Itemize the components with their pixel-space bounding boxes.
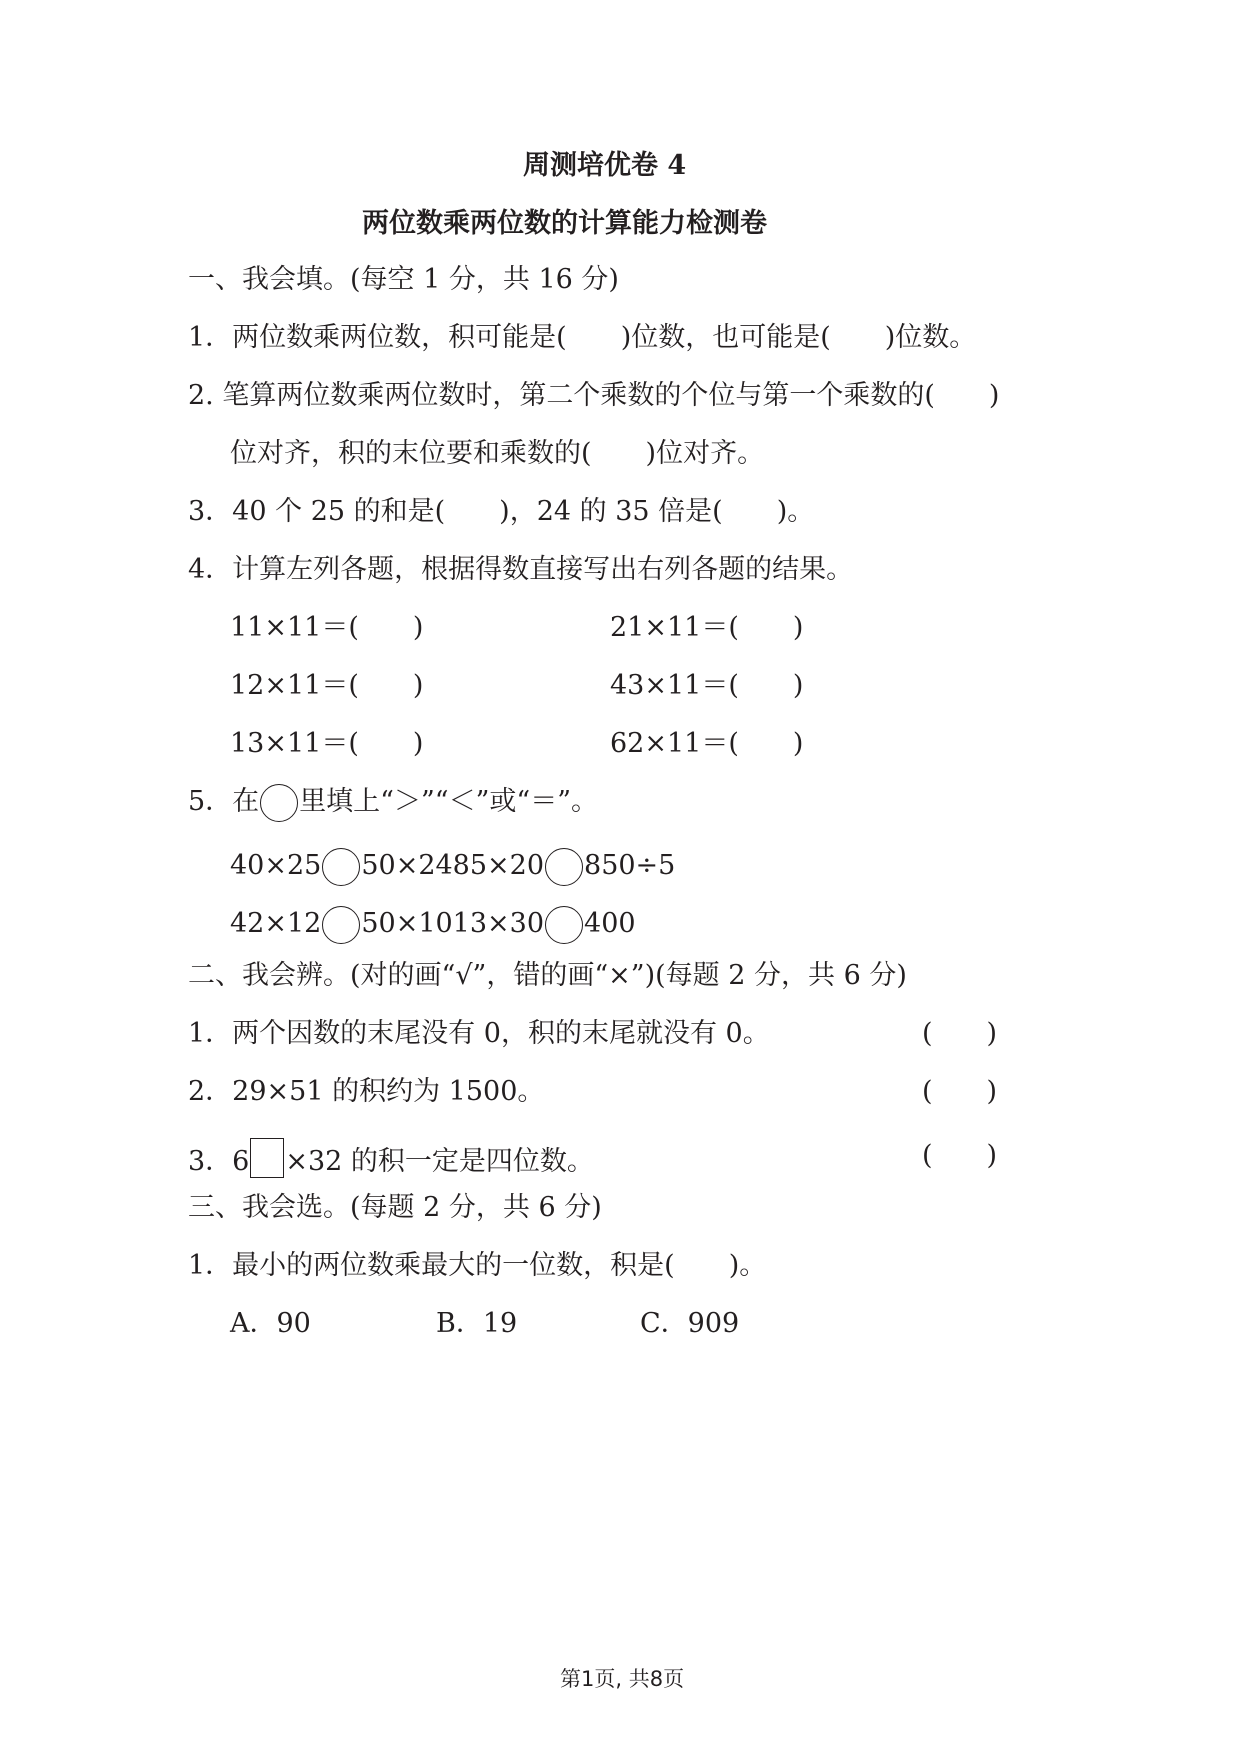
page-footer: 第1页, 共8页 xyxy=(560,1667,685,1691)
digit-box-icon[interactable] xyxy=(250,1138,284,1178)
s3-option-c[interactable]: C．909 xyxy=(640,1308,740,1339)
q4-item-left-1: 11×11＝( ) xyxy=(230,612,424,643)
q5-row1-a: 40×25 xyxy=(230,850,322,881)
page-title: 周测培优卷 4 xyxy=(523,150,687,181)
s3-option-b[interactable]: B．19 xyxy=(436,1308,518,1339)
s3-option-a[interactable]: A．90 xyxy=(230,1308,311,1339)
s1-question-4: 4．计算左列各题，根据得数直接写出右列各题的结果。 xyxy=(188,554,854,585)
q5-suffix: 里填上“＞”“＜”或“＝”。 xyxy=(299,786,599,817)
s2-question-1: 1．两个因数的末尾没有 0，积的末尾就没有 0。 xyxy=(188,1018,770,1049)
s2-answer-blank-3[interactable]: ( ) xyxy=(922,1140,998,1171)
answer-circle-icon[interactable] xyxy=(545,906,583,944)
section2-heading: 二、我会辨。(对的画“√”，错的画“×”)(每题 2 分，共 6 分) xyxy=(188,960,907,991)
q5-row-1 xyxy=(230,848,675,886)
page-subtitle: 两位数乘两位数的计算能力检测卷 xyxy=(362,208,767,239)
q4-item-left-2: 12×11＝( ) xyxy=(230,670,424,701)
s2-answer-blank-1[interactable]: ( ) xyxy=(922,1018,998,1049)
q4-item-right-2: 43×11＝( ) xyxy=(610,670,804,701)
s3-question-1: 1．最小的两位数乘最大的一位数，积是( )。 xyxy=(188,1250,767,1281)
s1-question-2-line2: 位对齐，积的末位要和乘数的( )位对齐。 xyxy=(230,438,765,469)
s1-question-3: 3．40 个 25 的和是( )，24 的 35 倍是( )。 xyxy=(188,496,815,527)
q5-row-2 xyxy=(230,906,636,944)
s2-q3-suffix: ×32 的积一定是四位数。 xyxy=(285,1146,594,1177)
compare-circle-icon xyxy=(260,784,298,822)
q5-row1-b: 50×2485×20 xyxy=(361,850,545,881)
s1-question-2-line1: 2. 笔算两位数乘两位数时，第二个乘数的个位与第一个乘数的( ) xyxy=(188,380,1000,411)
q5-row2-c: 400 xyxy=(584,908,636,939)
q4-item-left-3: 13×11＝( ) xyxy=(230,728,424,759)
s2-question-3 xyxy=(188,1138,594,1180)
q5-row2-b: 50×1013×30 xyxy=(361,908,545,939)
answer-circle-icon[interactable] xyxy=(322,906,360,944)
s2-question-2: 2．29×51 的积约为 1500。 xyxy=(188,1076,545,1107)
answer-circle-icon[interactable] xyxy=(545,848,583,886)
s2-answer-blank-2[interactable]: ( ) xyxy=(922,1076,998,1107)
q5-row1-c: 850÷5 xyxy=(584,850,676,881)
s2-q3-prefix: 3．6 xyxy=(188,1146,250,1177)
q5-prefix: 5．在 xyxy=(188,786,260,817)
s1-question-1: 1．两位数乘两位数，积可能是( )位数，也可能是( )位数。 xyxy=(188,322,977,353)
section3-heading: 三、我会选。(每题 2 分，共 6 分) xyxy=(188,1192,602,1223)
section1-heading: 一、我会填。(每空 1 分，共 16 分) xyxy=(188,264,619,295)
q4-item-right-1: 21×11＝( ) xyxy=(610,612,804,643)
s1-question-5 xyxy=(188,784,598,822)
q4-item-right-3: 62×11＝( ) xyxy=(610,728,804,759)
q5-row2-a: 42×12 xyxy=(230,908,322,939)
answer-circle-icon[interactable] xyxy=(322,848,360,886)
